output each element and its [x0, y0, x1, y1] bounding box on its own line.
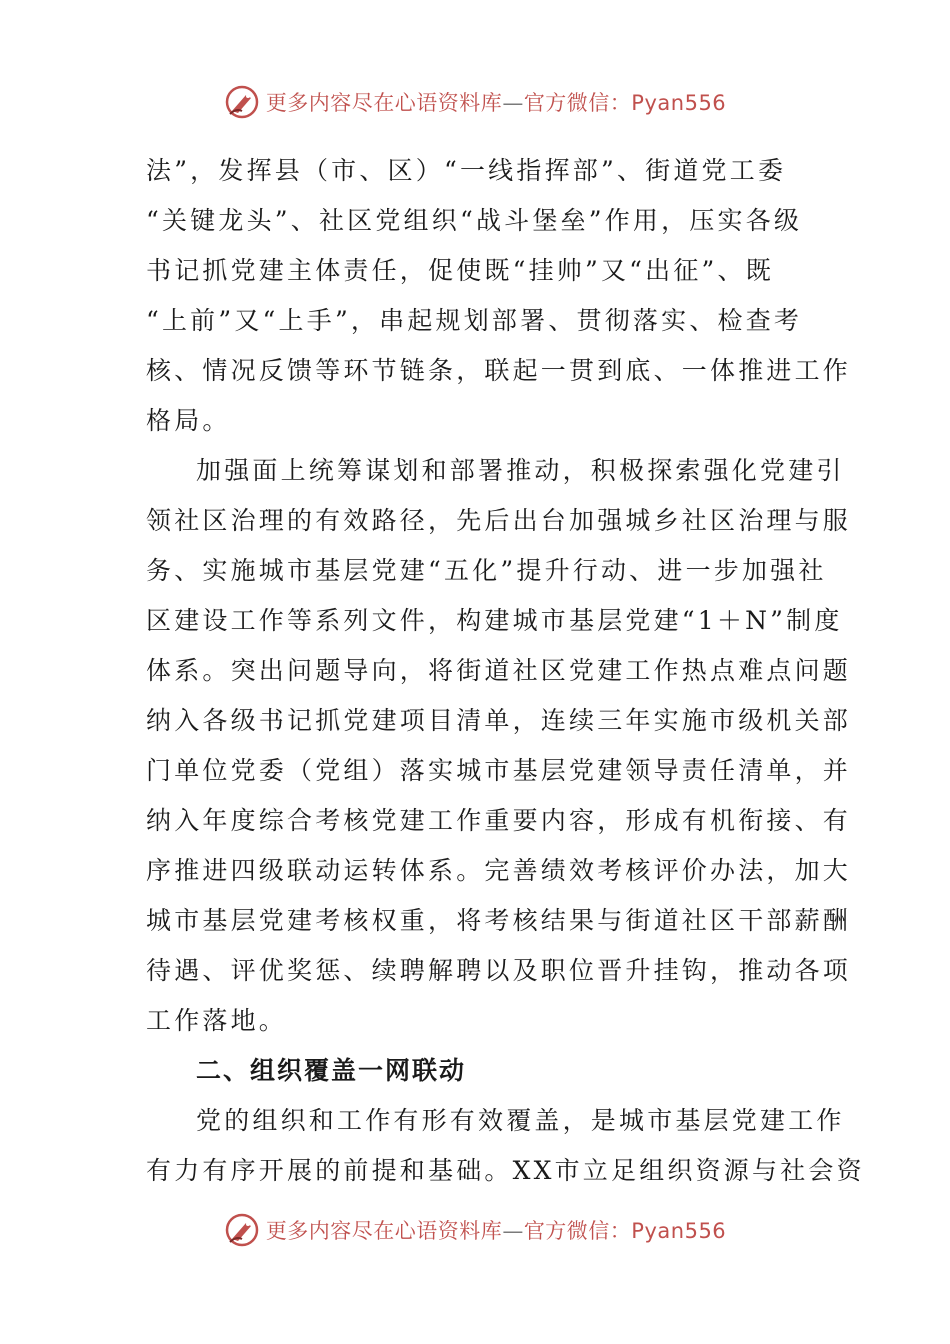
- paragraph-first-line: 加强面上统筹谋划和部署推动，积极探索强化党建引: [196, 456, 845, 485]
- text-line: 书记抓党建主体责任，促使既“挂帅”又“出征”、既: [146, 256, 774, 285]
- watermark-main-text: 更多内容尽在心语资料库: [265, 1219, 503, 1243]
- text-line: 序推进四级联动运转体系。完善绩效考核评价办法，加大: [146, 856, 852, 885]
- text-line: 有力有序开展的前提和基础。XX市立足组织资源与社会资: [146, 1156, 865, 1185]
- text-line: 城市基层党建考核权重，将考核结果与街道社区干部薪酬: [146, 906, 852, 935]
- text-line: 务、实施城市基层党建“五化”提升行动、进一步加强社: [146, 556, 827, 585]
- section-heading: 二、组织覆盖一网联动: [196, 1056, 467, 1085]
- document-body: [146, 146, 865, 1196]
- watermark-text: [266, 1215, 726, 1245]
- watermark-text: [266, 87, 726, 117]
- text-line: 领社区治理的有效路径，先后出台加强城乡社区治理与服: [146, 506, 852, 535]
- watermark-separator: —: [502, 1219, 524, 1243]
- text-line: 门单位党委（党组）落实城市基层党建领导责任清单，并: [146, 756, 852, 785]
- text-line: 体系。突出问题导向，将街道社区党建工作热点难点问题: [146, 656, 852, 685]
- watermark-wechat-text: 官方微信：Pyan556: [523, 1219, 727, 1243]
- text-line: 区建设工作等系列文件，构建城市基层党建“1＋N”制度: [146, 606, 843, 635]
- watermark-separator: —: [502, 91, 524, 115]
- paragraph-first-line: 党的组织和工作有形有效覆盖，是城市基层党建工作: [196, 1106, 845, 1135]
- text-line: 纳入年度综合考核党建工作重要内容，形成有机衔接、有: [146, 806, 852, 835]
- text-line: “关键龙头”、社区党组织“战斗堡垒”作用，压实各级: [146, 206, 803, 235]
- text-line: 工作落地。: [146, 1006, 288, 1035]
- text-line: 格局。: [146, 406, 231, 435]
- footer-watermark-banner: [0, 1210, 950, 1250]
- pen-nib-logo-icon: [224, 84, 260, 120]
- watermark-main-text: 更多内容尽在心语资料库: [265, 91, 503, 115]
- header-watermark-banner: [0, 82, 950, 122]
- text-line: 法”，发挥县（市、区）“一线指挥部”、街道党工委: [146, 156, 787, 185]
- text-line: 核、情况反馈等环节链条，联起一贯到底、一体推进工作: [146, 356, 852, 385]
- text-line: 纳入各级书记抓党建项目清单，连续三年实施市级机关部: [146, 706, 852, 735]
- text-line: “上前”又“上手”，串起规划部署、贯彻落实、检查考: [146, 306, 803, 335]
- pen-nib-logo-icon: [224, 1212, 260, 1248]
- text-line: 待遇、评优奖惩、续聘解聘以及职位晋升挂钩，推动各项: [146, 956, 852, 985]
- watermark-wechat-text: 官方微信：Pyan556: [523, 91, 727, 115]
